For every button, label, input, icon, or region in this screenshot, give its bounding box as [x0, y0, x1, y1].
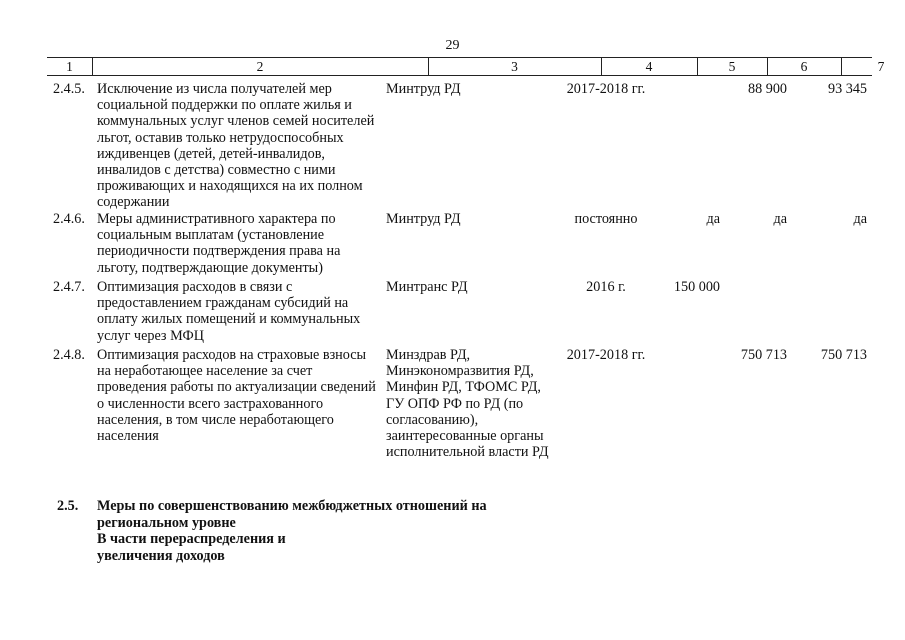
row-description: Меры административного характера по социальным выплатам (установление периодичности подтверждения права на льготу, подтверждающие документы) [97, 211, 341, 276]
section-title-block [97, 498, 537, 564]
header-col-2: 2 [256, 59, 264, 74]
row-executor: Минтруд РД [386, 81, 461, 97]
row-col6: 88 900 [747, 81, 787, 97]
section-subtitle: В части перераспределения и увеличения доходов [97, 531, 286, 564]
row-col7: да [853, 211, 867, 227]
row-description: Оптимизация расходов на страховые взносы на неработающее население за счет проведения работы по актуализации сведений о численности всего застрахованного населения, в том числе неработающего населения [97, 347, 376, 445]
header-col-5: 5 [728, 59, 736, 74]
row-description: Оптимизация расходов в связи с предоставлением гражданам субсидий на оплату жилых помещений и коммунальных услуг через МФЦ [97, 279, 361, 344]
header-col-6: 6 [800, 59, 808, 74]
row-number: 2.4.8. [53, 347, 85, 363]
row-term: 2017-2018 гг. [566, 347, 646, 363]
header-col-3: 3 [511, 59, 518, 74]
header-col-4: 4 [645, 59, 653, 74]
row-number: 2.4.6. [53, 211, 85, 227]
row-number: 2.4.7. [53, 279, 85, 295]
row-col6: да [773, 211, 787, 227]
row-col7: 750 713 [820, 347, 867, 363]
row-col5: да [706, 211, 720, 227]
header-col-7: 7 [877, 59, 885, 74]
row-executor: Минздрав РД, Минэкономразвития РД, Минфин РД, ТФОМС РД, ГУ ОПФ РФ по РД (по согласованию), заинтересованные органы исполнительной власти РД [386, 347, 549, 461]
row-term: 2017-2018 гг. [566, 81, 646, 97]
row-col5: 150 000 [673, 279, 720, 295]
section-number: 2.5. [57, 498, 79, 514]
row-executor: Минтруд РД [386, 211, 461, 227]
section-title: Меры по совершенствованию межбюджетных отношений на региональном уровне [97, 498, 487, 531]
row-col7: 93 345 [827, 81, 867, 97]
row-description: Исключение из числа получателей мер социальной поддержки по оплате жилья и коммунальных услуг членов семей носителей льгот, оставив только нетрудоспособных иждивенцев (детей, детей-инвалидов, инвалидов с детства) совместно с ними проживающих и находящихся на их полном содержании [97, 81, 375, 211]
page-number: 29 [445, 38, 460, 53]
row-col6: 750 713 [740, 347, 787, 363]
header-col-1: 1 [66, 59, 73, 74]
row-number: 2.4.5. [53, 81, 85, 97]
row-executor: Минтранс РД [386, 279, 468, 295]
row-term: постоянно [574, 211, 638, 227]
row-term: 2016 г. [586, 279, 626, 295]
table-header-row [47, 57, 885, 76]
